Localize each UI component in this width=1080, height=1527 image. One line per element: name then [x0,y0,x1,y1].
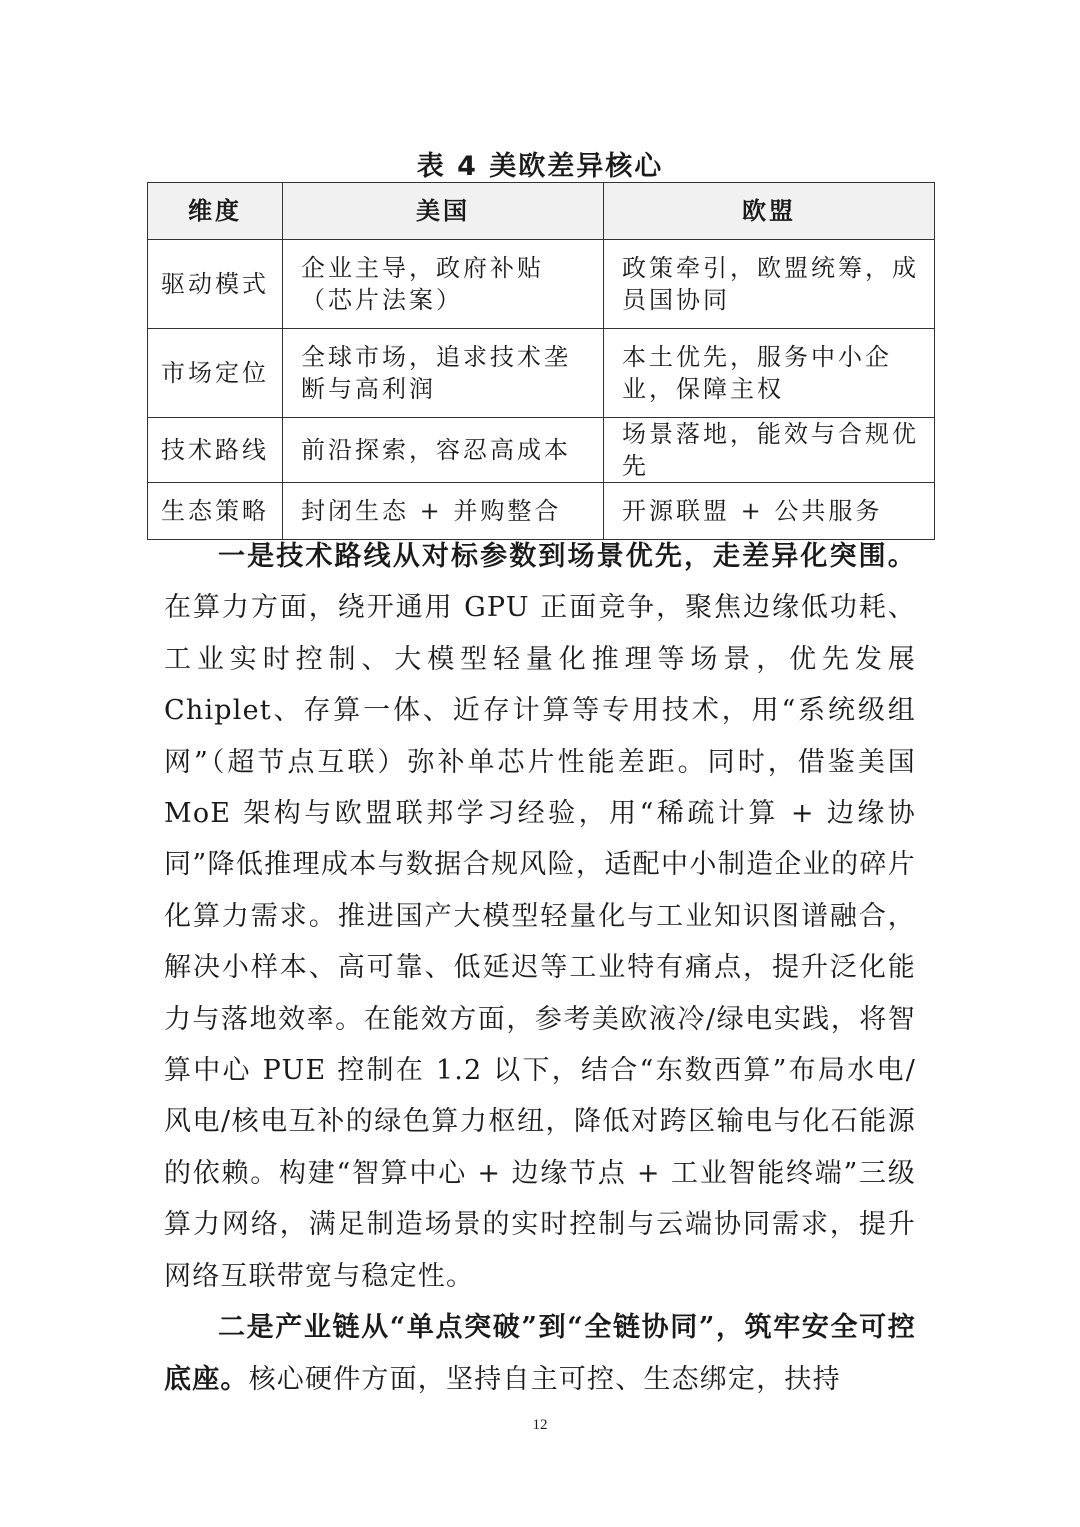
header-eu: 欧盟 [604,183,935,240]
header-us: 美国 [283,183,604,240]
cell-us: 企业主导，政府补贴（芯片法案） [283,240,604,329]
paragraph [164,1302,916,1405]
paragraph-lead: 二是产业链从“单点突破”到“全链协同”，筑牢安全可控底座。 [164,1312,916,1395]
cell-eu: 本土优先，服务中小企业，保障主权 [604,329,935,418]
paragraph [164,531,916,1302]
paragraph-body: 在算力方面，绕开通用 GPU 正面竞争，聚焦边缘低功耗、工业实时控制、大模型轻量化推理等场景，优先发展 Chiplet、存算一体、近存计算等专用技术，用“系统级组网”（超节点互联）弥补单芯片性能差距。同时，借鉴美国 MoE 架构与欧盟联邦学习经验，用“稀疏计算 + 边缘协同”降低推理成本与数据合规风险，适配中小制造企业的碎片化算力需求。推进国产大模型轻量化与工业知识图谱融合，解决小样本、高可靠、低延迟等工业特有痛点，提升泛化能力与落地效率。在能效方面，参考美欧液冷/绿电实践，将智算中心 PUE 控制在 1.2 以下，结合“东数西算”布局水电/风电/核电互补的绿色算力枢纽，降低对跨区输电与化石能源的依赖。构建“智算中心 + 边缘节点 + 工业智能终端”三级算力网络，满足制造场景的实时控制与云端协同需求，提升网络互联带宽与稳定性。 [164,592,916,1292]
paragraph-body: 核心硬件方面，坚持自主可控、生态绑定，扶持 [248,1363,841,1395]
cell-eu: 开源联盟 + 公共服务 [604,483,935,540]
paragraph-lead: 一是技术路线从对标参数到场景优先，走差异化突围。 [218,541,916,572]
cell-dimension: 市场定位 [148,329,283,418]
comparison-table [147,182,935,540]
header-dimension: 维度 [148,183,283,240]
table-row [148,329,935,418]
table-caption: 表 4 美欧差异核心 [416,151,664,182]
cell-dimension: 生态策略 [148,483,283,540]
cell-us: 全球市场，追求技术垄断与高利润 [283,329,604,418]
cell-dimension: 技术路线 [148,418,283,483]
body-text [164,531,916,1405]
cell-eu: 场景落地，能效与合规优先 [604,418,935,483]
page-number: 12 [532,1417,548,1433]
cell-eu: 政策牵引，欧盟统筹，成员国协同 [604,240,935,329]
table-header-row [148,183,935,240]
table-row [148,418,935,483]
cell-dimension: 驱动模式 [148,240,283,329]
table-row [148,240,935,329]
cell-us: 前沿探索，容忍高成本 [283,418,604,483]
cell-us: 封闭生态 + 并购整合 [283,483,604,540]
